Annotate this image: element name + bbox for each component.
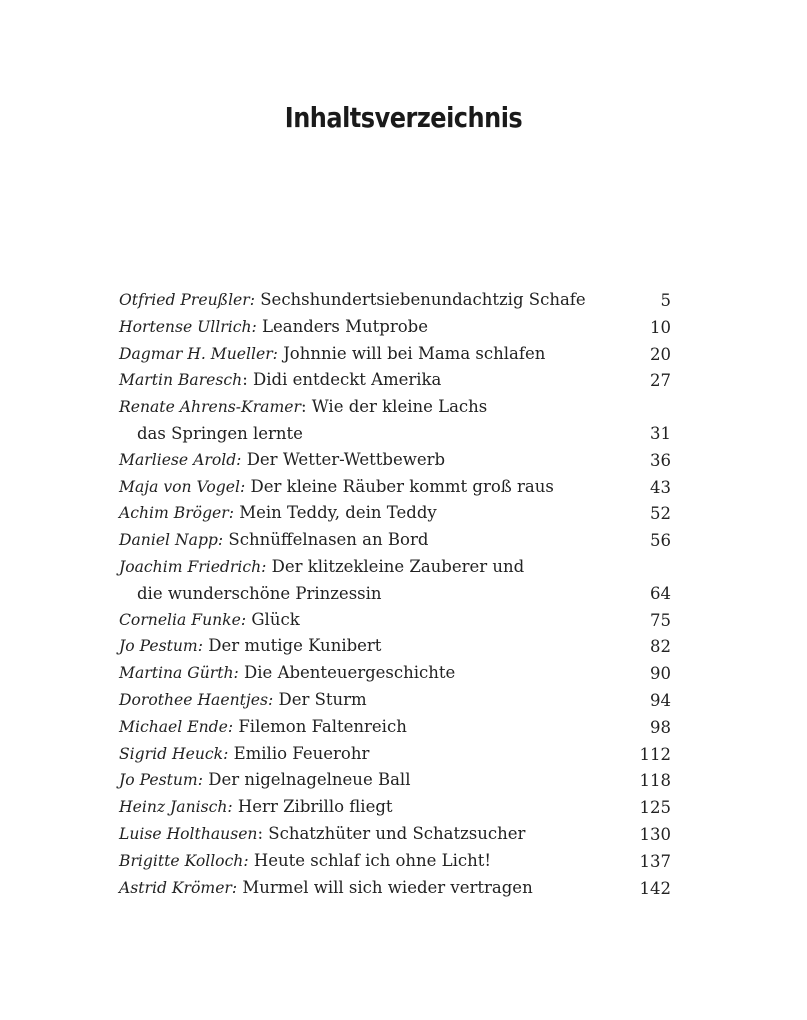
toc-entry — [119, 314, 671, 341]
toc-page-number: 94 — [650, 690, 671, 710]
toc-page-number: 137 — [639, 851, 671, 871]
toc-entry-text — [119, 794, 631, 821]
toc-author: Heinz Janisch: — [119, 798, 233, 817]
toc-story-title: Leanders Mutprobe — [262, 316, 428, 336]
toc-entry-text — [119, 341, 631, 368]
toc-page-number: 90 — [650, 664, 671, 684]
toc-author: Brigitte Kolloch: — [119, 851, 249, 870]
toc-entry — [119, 687, 671, 714]
toc-entry — [119, 875, 671, 902]
toc-page-number: 52 — [650, 504, 671, 524]
toc-author: Renate Ahrens-Kramer — [119, 398, 301, 417]
toc-story-title: Mein Teddy, dein Teddy — [239, 503, 437, 523]
toc-entry-text — [119, 527, 631, 554]
toc-entry — [119, 367, 671, 394]
toc-author: Otfried Preußler: — [119, 291, 255, 309]
toc-author: Dorothee Haentjes: — [119, 690, 274, 709]
toc-story-title: Johnnie will bei Mama schlafen — [283, 343, 546, 363]
toc-entry — [119, 394, 671, 447]
toc-entry — [119, 500, 671, 527]
toc-page-number: 43 — [650, 477, 671, 497]
toc-entry-text — [119, 500, 631, 527]
toc-story-title: Sechshundertsiebenundachtzig Schafe — [260, 290, 586, 309]
toc-entry-text — [119, 741, 631, 768]
toc-entry — [119, 660, 671, 687]
toc-entry — [119, 633, 671, 660]
toc-page-number: 142 — [639, 878, 671, 898]
toc-author: Martin Baresch — [119, 371, 243, 390]
toc-author: Cornelia Funke: — [119, 610, 247, 629]
toc-story-title: Der kleine Räuber kommt groß raus — [250, 476, 554, 496]
toc-separator: : — [300, 397, 312, 417]
toc-story-title: Der mutige Kunibert — [208, 636, 382, 656]
toc-story-title: Der nigelnagelneue Ball — [208, 770, 411, 790]
toc-entry — [119, 287, 671, 314]
toc-author: Jo Pestum: — [119, 637, 203, 656]
toc-story-title: Schnüffelnasen an Bord — [228, 530, 429, 550]
toc-entry-text — [119, 714, 631, 741]
toc-story-title: Wie der kleine Lachs — [311, 397, 488, 417]
toc-entry-text — [119, 821, 631, 848]
toc-page-number: 98 — [650, 717, 671, 737]
toc-entry-text — [119, 314, 631, 341]
toc-page-number: 56 — [650, 531, 671, 551]
toc-entry — [119, 767, 671, 794]
toc-entry-text — [119, 367, 631, 394]
toc-story-title: Glück — [251, 609, 300, 629]
toc-entry — [119, 714, 671, 741]
toc-author: Hortense Ullrich: — [119, 317, 257, 336]
toc-page-number: 5 — [660, 291, 671, 310]
toc-page-number: 10 — [650, 317, 671, 337]
toc-entry — [119, 474, 671, 501]
toc-entry — [119, 821, 671, 848]
toc-page-number: 64 — [650, 583, 671, 603]
toc-author: Sigrid Heuck: — [119, 744, 229, 763]
toc-author: Jo Pestum: — [119, 771, 203, 790]
toc-entry-text — [119, 633, 631, 660]
toc-story-title-continued: die wunderschöne Prinzessin — [137, 583, 382, 603]
toc-entry-text — [119, 767, 631, 794]
toc-page-number: 82 — [650, 637, 671, 657]
toc-entry — [119, 741, 671, 768]
toc-author: Marliese Arold: — [119, 450, 242, 469]
toc-entry — [119, 341, 671, 368]
toc-author: Maja von Vogel: — [119, 477, 246, 496]
toc-author: Daniel Napp: — [119, 531, 224, 550]
toc-entry-text — [119, 474, 631, 501]
toc-story-title: Schatzhüter und Schatzsucher — [268, 823, 526, 843]
toc-entry-text — [119, 287, 631, 314]
toc-entry — [119, 527, 671, 554]
toc-author: Luise Holthausen — [119, 824, 258, 843]
toc-author: Michael Ende: — [119, 717, 234, 736]
toc-entry-text — [119, 660, 631, 687]
toc-author: Joachim Friedrich: — [119, 557, 267, 576]
toc-page-number: 125 — [639, 798, 671, 818]
toc-page-number: 118 — [639, 771, 671, 791]
toc-entry — [119, 447, 671, 474]
toc-entry — [119, 607, 671, 634]
toc-entry-text — [119, 687, 631, 714]
toc-separator: : — [257, 823, 269, 843]
toc-entry-text — [119, 875, 631, 902]
toc-page-number: 130 — [639, 824, 671, 844]
table-of-contents — [119, 287, 671, 901]
toc-story-title: Murmel will sich wieder vertragen — [242, 877, 533, 897]
toc-page-number: 27 — [650, 371, 671, 391]
toc-entry — [119, 554, 671, 607]
page-title: Inhaltsverzeichnis — [284, 101, 523, 135]
toc-author: Dagmar H. Mueller: — [119, 344, 278, 363]
toc-story-title: Der Sturm — [278, 689, 367, 709]
toc-story-title: Emilio Feuerohr — [233, 743, 370, 763]
toc-page-number: 36 — [650, 450, 671, 470]
toc-author: Achim Bröger: — [119, 504, 234, 523]
toc-page-number: 20 — [650, 344, 671, 364]
toc-page-number: 112 — [639, 744, 671, 764]
toc-story-title: Die Abenteuergeschichte — [244, 663, 456, 683]
toc-entry-text — [119, 447, 631, 474]
toc-separator: : — [242, 370, 254, 390]
toc-page-number: 75 — [650, 610, 671, 630]
toc-entry-text — [119, 394, 631, 447]
toc-author: Astrid Krömer: — [119, 878, 238, 897]
toc-story-title: Der Wetter-Wettbewerb — [246, 449, 446, 469]
toc-entry — [119, 848, 671, 875]
toc-entry-text — [119, 554, 631, 607]
toc-story-title: Herr Zibrillo fliegt — [237, 797, 393, 817]
toc-author: Martina Gürth: — [119, 664, 239, 683]
toc-story-title-continued: das Springen lernte — [137, 423, 303, 443]
toc-entry-text — [119, 848, 631, 875]
toc-entry — [119, 794, 671, 821]
toc-story-title: Filemon Faltenreich — [238, 716, 407, 736]
toc-story-title: Der klitzekleine Zauberer und — [271, 556, 525, 576]
toc-page-number: 31 — [650, 423, 671, 443]
toc-story-title: Heute schlaf ich ohne Licht! — [253, 850, 492, 870]
toc-story-title: Didi entdeckt Amerika — [253, 370, 442, 390]
toc-entry-text — [119, 607, 631, 634]
